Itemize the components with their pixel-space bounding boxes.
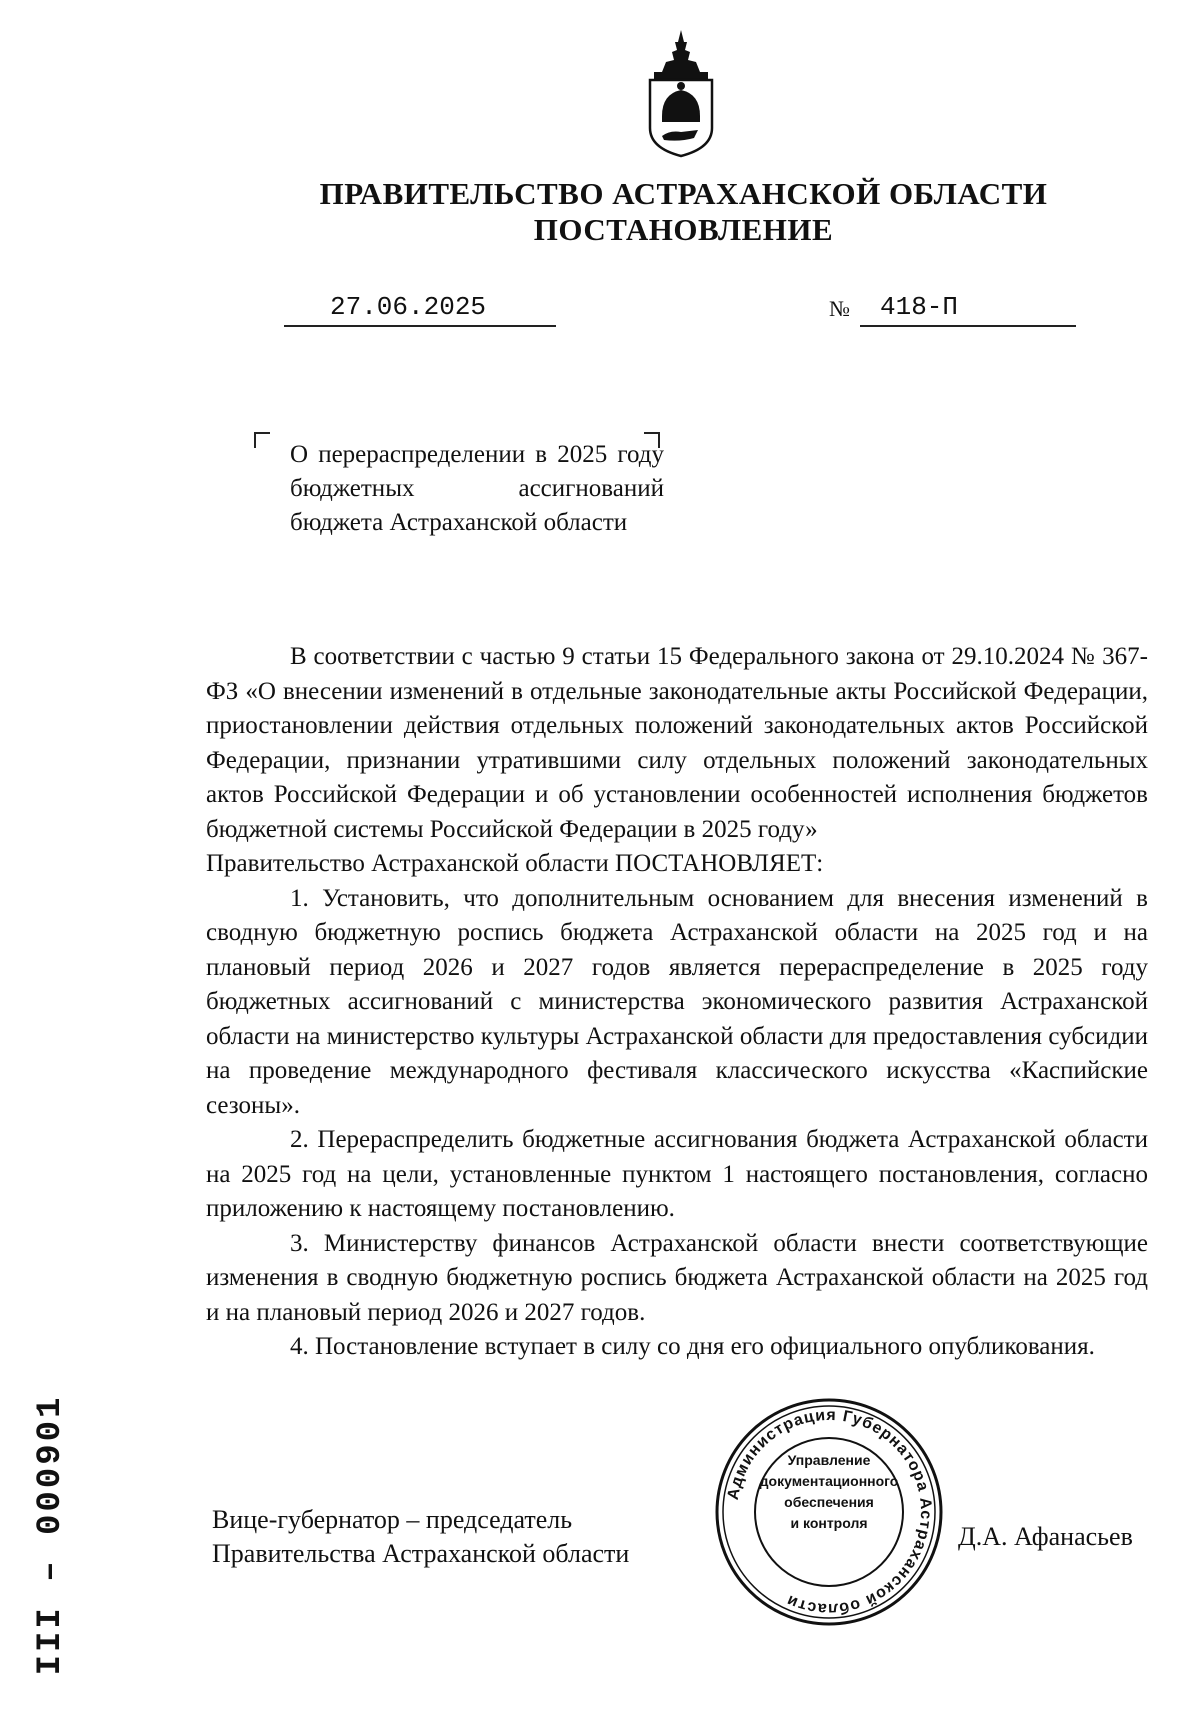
preamble-paragraph: В соответствии с частью 9 статьи 15 Федерального закона от 29.10.2024 № 367-ФЗ «О внесении изменений в отдельные законодательные акты Российской Федерации, приостановлении действия отдельных положений законодательных актов Российской Федерации, признании утратившими силу отдельных положений законодательных актов Российской Федерации и об установлении особенностей исполнения бюджетов бюджетной системы Российской Федерации в 2025 году» <box>206 643 1148 843</box>
astrakhan-coat-of-arms-icon <box>640 28 722 160</box>
document-date: 27.06.2025 <box>330 292 487 322</box>
org-title: ПРАВИТЕЛЬСТВО АСТРАХАНСКОЙ ОБЛАСТИ <box>319 176 1048 211</box>
position-line-1: Вице-губернатор – председатель <box>212 1505 573 1534</box>
seal-outer-text: Администрация Губернатора Астраханской области <box>724 1406 935 1618</box>
seal-inner-line-3: обеспечения <box>784 1494 874 1510</box>
subject-bracket-left <box>254 432 270 448</box>
seal-inner-line-4: и контроля <box>790 1515 868 1531</box>
item-2-paragraph: 2. Перераспределить бюджетные ассигнования бюджета Астраханской области на 2025 год на цели, установленные пунктом 1 настоящего постановления, согласно приложению к настоящему постановлению. <box>206 1126 1148 1222</box>
seal-inner-line-2: документационного <box>759 1473 899 1489</box>
resolves-line: Правительство Астраханской области ПОСТАНОВЛЯЕТ: <box>206 850 824 877</box>
document-subject: О перераспределении в 2025 году бюджетных ассигнований бюджета Астраханской области <box>290 441 664 536</box>
document-body <box>206 640 1148 1365</box>
item-3-paragraph: 3. Министерству финансов Астраханской области внести соответствующие изменения в сводную бюджетную роспись бюджета Астраханской области на 2025 год и на плановый период 2026 и 2027 годов. <box>206 1229 1148 1326</box>
margin-code-text: III – 000901 <box>32 1394 70 1676</box>
position-line-2: Правительства Астраханской области <box>212 1539 630 1568</box>
margin-registration-code <box>20 1390 82 1680</box>
number-sign: № <box>829 296 850 321</box>
seal-inner-text <box>758 1450 900 1534</box>
document-number: 418-П <box>880 292 959 322</box>
signatory-position <box>212 1503 629 1571</box>
item-1-paragraph: 1. Установить, что дополнительным основанием для внесения изменений в сводную бюджетную роспись бюджета Астраханской области на 2025 год и на плановый период 2026 и 2027 годов является перераспределение в 2025 году бюджетных ассигнований с министерства экономического развития Астраханской области на министерство культуры Астраханской области для предоставления субсидии на проведение международного фестиваля классического искусства «Каспийские сезоны». <box>206 884 1148 1119</box>
signatory-name: Д.А. Афанасьев <box>958 1522 1133 1551</box>
item-4-paragraph: 4. Постановление вступает в силу со дня его официального опубликования. <box>290 1333 1095 1360</box>
doc-type-title: ПОСТАНОВЛЕНИЕ <box>533 212 834 247</box>
seal-inner-line-1: Управление <box>787 1452 871 1468</box>
